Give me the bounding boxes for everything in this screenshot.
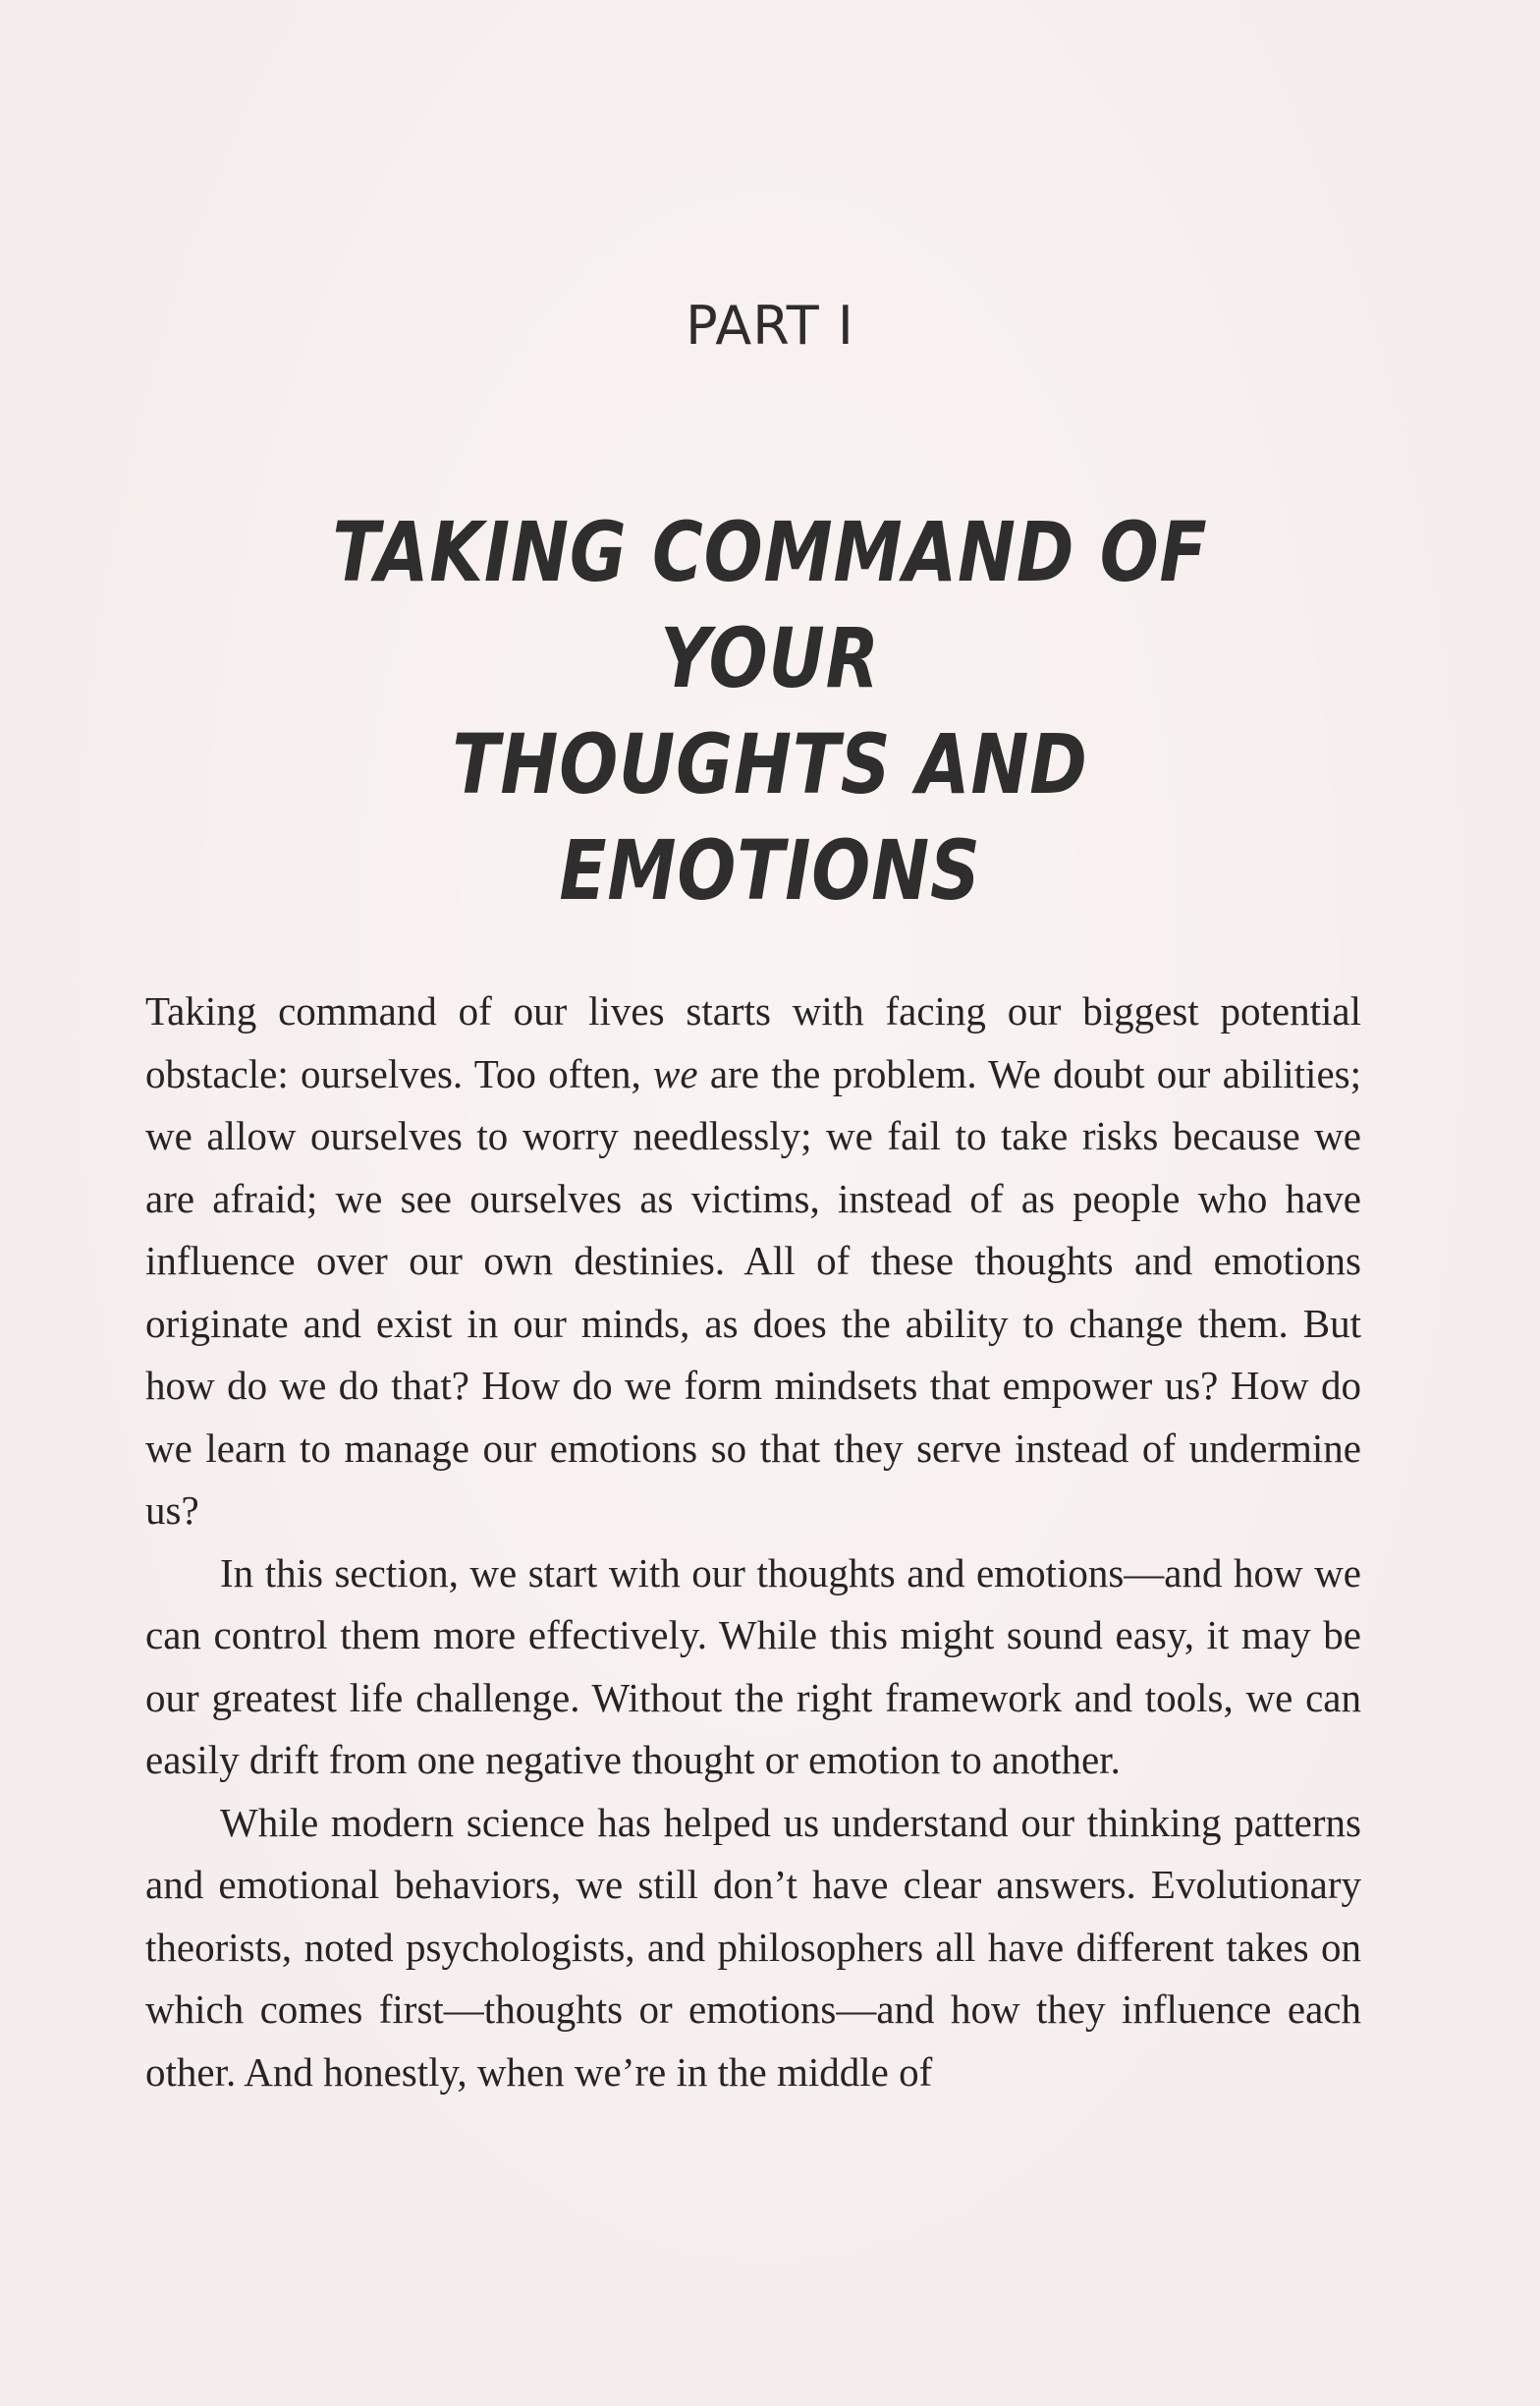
paragraph-1-emphasis: we <box>653 1050 698 1096</box>
paragraph-1 <box>145 980 1361 1542</box>
part-label: PART I <box>686 295 854 357</box>
part-title <box>288 499 1251 923</box>
part-title-line-2: THOUGHTS AND EMOTIONS <box>452 716 1088 919</box>
paragraph-1-start: Taking command of our lives starts with facing our biggest potential obstacle: ourselves. Too often, <box>145 988 1361 1096</box>
paragraph-2: In this section, we start with our thoughts and emotions—and how we can control them more effectively. While this might sound easy, it may be our greatest life challenge. Without the right framework and tools, we can easily drift from one negative thought or emotion to another. <box>145 1549 1361 1782</box>
paragraph-3: While modern science has helped us understand our thinking patterns and emotional behaviors, we still don’t have clear answers. Evolutionary theorists, noted psychologists, and philosophers all have different takes on which comes first—thoughts or emotions—and how they influence each other. And honestly, when we’re in the middle of <box>145 1799 1361 2095</box>
part-title-line-1: TAKING COMMAND OF YOUR <box>332 504 1208 706</box>
paragraph-1-rest: are the problem. We doubt our abilities; we allow ourselves to worry needlessly; we fail to take risks because we are afraid; we see ourselves as victims, instead of as people who have influence over our own destinies. All of these thoughts and emotions originate and exist in our minds, as does the ability to change them. But how do we do that? How do we form mindsets that empower us? How do we learn to manage our emotions so that they serve instead of undermine us? <box>145 1050 1361 1533</box>
body-text <box>145 980 1361 2103</box>
